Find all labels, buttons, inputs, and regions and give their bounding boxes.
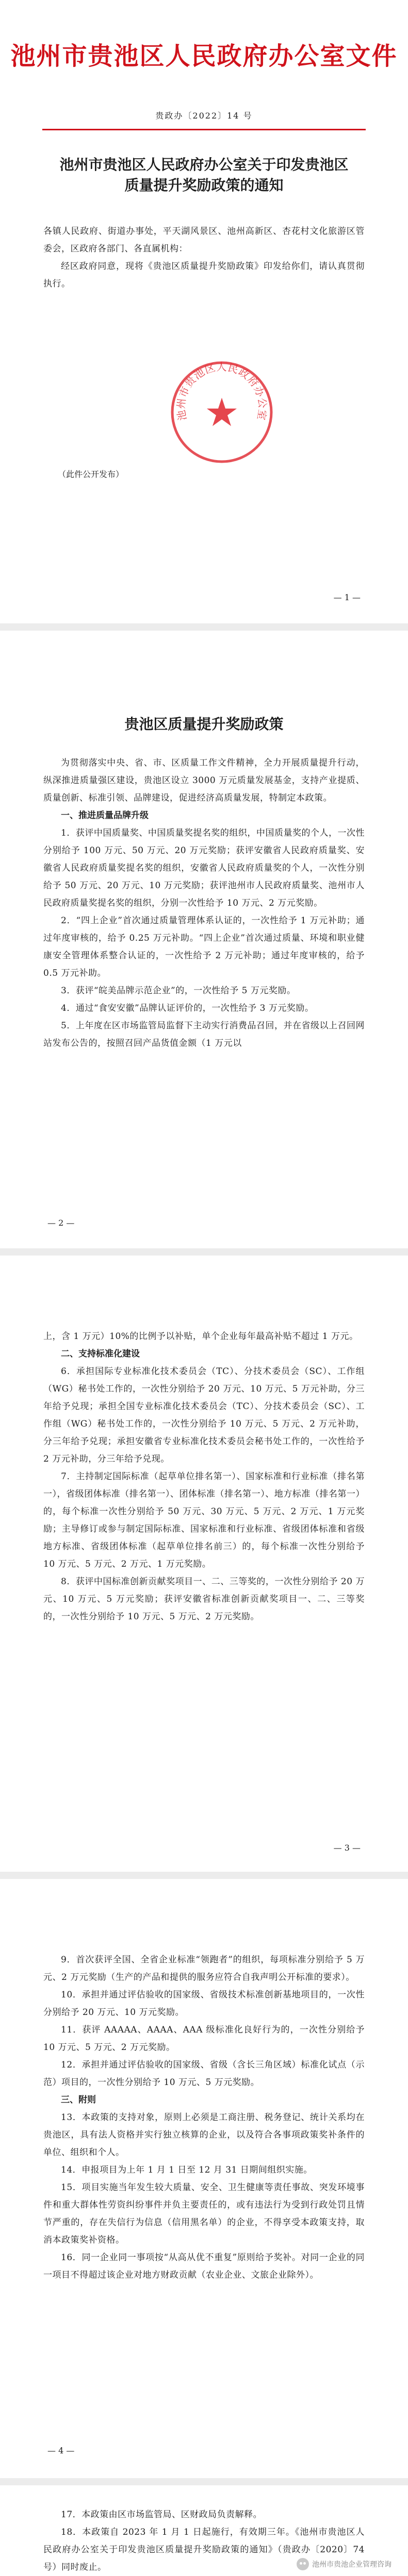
document-page-2: [0, 631, 408, 1256]
policy-item-5-continued: 上，含 1 万元）10%的比例予以补贴，单个企业每年最高补贴不超过 1 万元。: [43, 1331, 358, 1342]
policy-item-15: 15．项目实施当年发生较大质量、安全、卫生健康等责任事故、突发环境事件和重大群体性劳资纠纷事件并负主要责任的，或有违法行为受到行政处罚且情节严重的，存在失信行为信息（信用黑名单）的企业，不得享受本政策支持，取消本政策奖补资格。: [43, 2182, 365, 2245]
svg-text:池州市贵池区人民政府办公室: 池州市贵池区人民政府办公室: [174, 361, 269, 422]
account-watermark: [297, 2558, 391, 2570]
document-page-4: [0, 1879, 408, 2485]
notice-text: 经区政府同意，现将《贵池区质量提升奖励政策》印发给你们，请认真贯彻执行。: [43, 261, 365, 289]
policy-body-2: [43, 1328, 365, 1625]
page-5-inner: [0, 2485, 408, 2576]
red-header: 池州市贵池区人民政府办公室文件: [10, 42, 398, 71]
policy-body-3: [43, 1951, 365, 2284]
section-heading-1: 一、推进质量品牌升级: [61, 810, 149, 821]
official-seal: [165, 355, 279, 469]
policy-item-18: 18．本政策自 2023 年 1 月 1 日起施行，有效期三年。《池州市贵池区人民政府办公室关于印发贵池区质量提升奖励政策的通知》（贵政办〔2020〕74 号）同时废止。: [43, 2527, 365, 2572]
policy-item-7: 7．主持制定国际标准（起草单位排名第一）、国家标准和行业标准（排名第一），省级团体标准（排名第一）、团体标准（排名第一）、地方标准（排名第一）的，每个标准一次性分别给予 50 万元、30 万元、5 万元、2 万元、1 万元奖励；主导修订或参与制定国际标准、国家标准和行业标准、省级团体标准和省级地方标准、省级团体标准（起草单位排名前三）的，每个标准一次性分别给予 10 万元、5 万元、2 万元、1 万元奖励。: [43, 1471, 365, 1569]
notice-title: [52, 155, 356, 196]
section-heading-3: 三、附则: [61, 2095, 96, 2105]
section-heading-2: 二、支持标准化建设: [61, 1349, 140, 1359]
notice-body: [43, 223, 365, 293]
seal-icon: [165, 355, 279, 469]
policy-item-3: 3．获评“皖美品牌示范企业”的，一次性给予 5 万元奖励。: [61, 986, 296, 996]
recipients: 各镇人民政府、街道办事处，平天湖风景区、池州高新区、杏花村文化旅游区管委会，区政府各部门、各直属机构：: [43, 226, 365, 254]
policy-item-8: 8．获评中国标准创新贡献奖项目一、二、三等奖的，一次性分别给予 20 万元、10 万元、5 万元奖励；获评安徽省标准创新贡献奖项目一、二、三等奖的，一次性分别给予 10 万元、5 万元、2 万元奖励。: [43, 1577, 365, 1622]
document-page-3: [0, 1256, 408, 1879]
policy-item-9: 9．首次获评全国、全省企业标准“领跑者”的组织，每项标准分别给予 5 万元、2 万元奖励（生产的产品和提供的服务应符合自我声明公开标准的要求）。: [43, 1955, 365, 1982]
watermark-text: 池州市贵池企业管理咨询: [312, 2561, 391, 2569]
page-number: — 2 —: [47, 1218, 75, 1228]
policy-item-4: 4．通过“食安安徽”品牌认证评价的，一次性给予 3 万元奖励。: [61, 1003, 314, 1013]
policy-item-17: 17．本政策由区市场监管局、区财政局负责解释。: [61, 2510, 263, 2520]
policy-title-block: [43, 713, 365, 734]
policy-item-5: 5．上年度在区市场监管局监督下主动实行消费品召回，并在省级以上召回网站发布公告的，按照召回产品货值金额（1 万元以: [43, 1021, 365, 1048]
publish-note: （此件公开发布）: [58, 469, 124, 479]
policy-item-13: 13．本政策的支持对象，原则上必须是工商注册、税务登记、统计关系均在贵池区，具有法人资格并实行独立核算的企业，以及符合各事项政策奖补条件的单位、组织和个人。: [43, 2112, 365, 2158]
policy-item-10: 10．承担并通过评估验收的国家级、省级技术标准创新基地项目的，一次性分别给予 20 万元、10 万元奖励。: [43, 1990, 365, 2018]
policy-intro: 为贯彻落实中央、省、市、区质量工作文件精神，全力开展质量提升行动，纵深推进质量强区建设，贵池区设立 3000 万元质量发展基金，支持产业提质、质量创新、标准引领、品牌建设，促进经济高质量发展，特制定本政策。: [43, 758, 365, 803]
policy-body-1: [43, 754, 365, 1052]
policy-title: 贵池区质量提升奖励政策: [124, 716, 284, 733]
notice-title-line-1: 池州市贵池区人民政府办公室关于印发贵池区: [59, 156, 349, 173]
policy-item-16: 16．同一企业同一事项按“从高从优不重复”原则给予奖补。对同一企业的同一项目不得超过该企业对地方财政贡献（农业企业、文旅企业除外）。: [43, 2252, 365, 2280]
policy-item-14: 14．申报项目为上年 1 月 1 日至 12 月 31 日期间组织实施。: [61, 2165, 313, 2175]
policy-item-1: 1．获评中国质量奖、中国质量奖提名奖的组织，中国质量奖的个人，一次性分别给予 100 万元、50 万元、20 万元奖励；获评安徽省人民政府质量奖、安徽省人民政府质量奖提名奖的组织，安徽省人民政府质量奖的个人，一次性分别给予 50 万元、20 万元、10 万元奖励；获评池州市人民政府质量奖、池州市人民政府质量奖提名奖的组织，分别一次性给予 10 万元、2 万元奖励。: [43, 828, 365, 908]
policy-item-6: 6．承担国际专业标准化技术委员会（TC）、分技术委员会（SC）、工作组（WG）秘书处工作的，一次性分别给予 20 万元、10 万元、5 万元补助，分三年给予兑现；承担全国专业标准化技术委员会（TC）、分技术委员会（SC）、工作组（WG）秘书处工作的，一次性分别给予 10 万元、5 万元、2 万元补助，分三年给予兑现；承担安徽省专业标准化技术委员会秘书处工作的，一次性给予 2 万元补助，分三年给予兑现。: [43, 1366, 365, 1464]
page-number: — 3 —: [333, 1843, 361, 1853]
page-number: — 4 —: [47, 2446, 75, 2455]
red-separator-line: [42, 129, 366, 130]
policy-item-11: 11．获评 AAAAA、AAAA、AAA 级标准化良好行为的，一次性分别给予 10 万元、5 万元、2 万元奖励。: [43, 2025, 365, 2053]
document-page-1: [0, 0, 408, 631]
document-number: 贵政办〔2022〕14 号: [155, 111, 253, 121]
page-number: — 1 —: [333, 592, 361, 602]
policy-item-12: 12．承担并通过评估验收的国家级、省级（含长三角区域）标准化试点（示范）项目的，一次性分别给予 10 万元、5 万元奖励。: [43, 2060, 365, 2088]
policy-item-2: 2．“四上企业”首次通过质量管理体系认证的，一次性给予 1 万元补助；通过年度审核的，给予 0.25 万元补助。“四上企业”首次通过质量、环境和职业健康安全管理体系整合认证的，一次性给予 2 万元补助；通过年度审核的，给予 0.5 万元补助。: [43, 916, 365, 978]
wechat-icon: [297, 2558, 309, 2570]
notice-title-line-2: 质量提升奖励政策的通知: [124, 177, 284, 194]
document-page-5: [0, 2485, 408, 2576]
